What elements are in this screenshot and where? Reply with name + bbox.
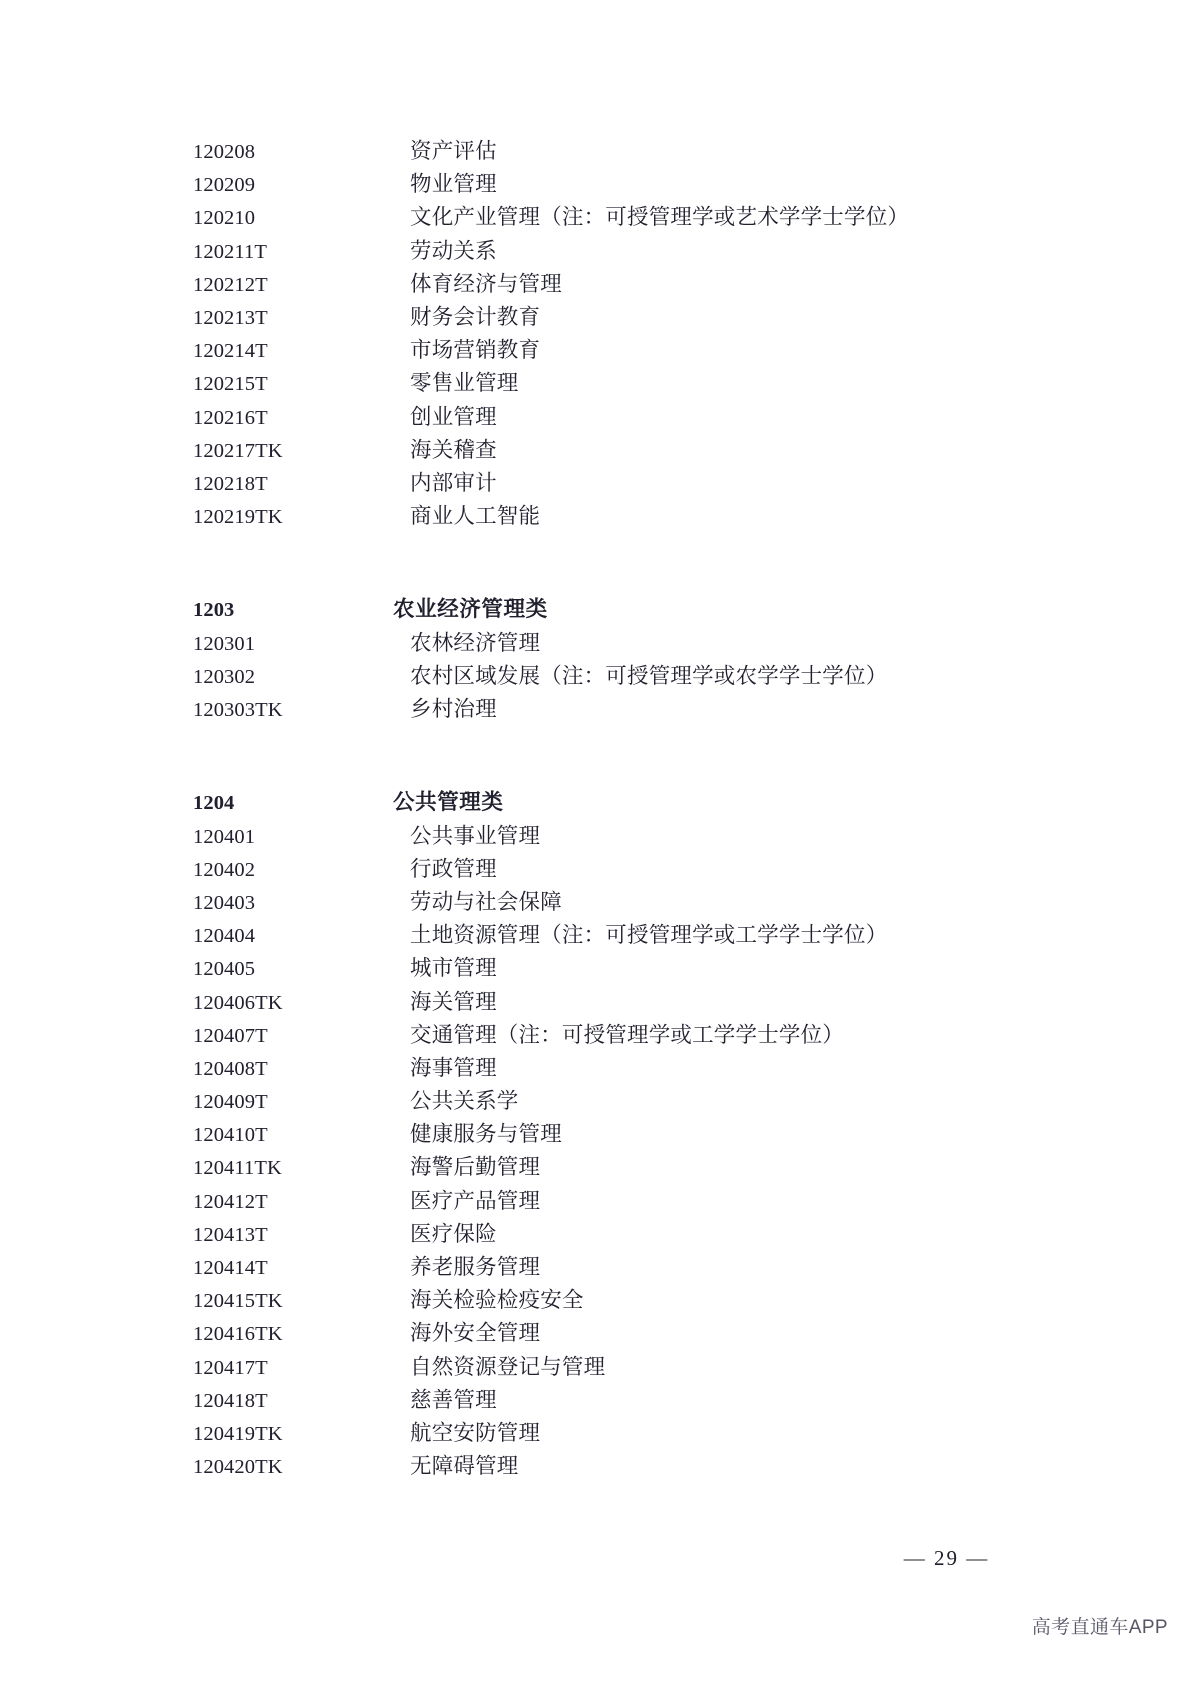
major-name: 养老服务管理 xyxy=(410,1255,541,1279)
section-gap xyxy=(193,565,1023,592)
major-row xyxy=(193,200,1023,233)
major-name: 资产评估 xyxy=(410,139,497,163)
major-row xyxy=(193,819,1023,852)
major-code: 120212T xyxy=(193,273,268,296)
major-name: 医疗保险 xyxy=(410,1221,497,1246)
major-row xyxy=(193,1250,1023,1283)
major-name: 物业管理 xyxy=(410,172,497,197)
major-name: 医疗产品管理 xyxy=(410,1188,541,1213)
major-code: 120217TK xyxy=(193,439,283,462)
major-name: 慈善管理 xyxy=(410,1387,497,1412)
major-row xyxy=(193,1184,1023,1217)
category-name: 公共管理类 xyxy=(393,790,504,815)
major-row xyxy=(193,333,1023,366)
major-name: 城市管理 xyxy=(410,956,497,981)
major-name: 乡村治理 xyxy=(410,697,497,721)
section-gap xyxy=(193,725,1023,758)
major-name: 海事管理 xyxy=(410,1055,497,1080)
major-code: 120413T xyxy=(193,1223,268,1246)
major-row xyxy=(193,400,1023,433)
major-name: 创业管理 xyxy=(410,404,497,429)
major-code: 120411TK xyxy=(193,1157,282,1180)
major-code: 120210 xyxy=(193,207,256,230)
major-name: 健康服务与管理 xyxy=(410,1122,562,1147)
major-name: 航空安防管理 xyxy=(410,1420,541,1445)
major-row xyxy=(193,1316,1023,1349)
major-code: 120219TK xyxy=(193,506,283,529)
major-name: 自然资源登记与管理 xyxy=(410,1354,606,1379)
major-row xyxy=(193,1416,1023,1449)
major-row xyxy=(193,918,1023,951)
major-name: 海外安全管理 xyxy=(410,1321,541,1346)
category-header-row xyxy=(193,785,1023,818)
major-name: 行政管理 xyxy=(410,856,497,881)
major-code: 120214T xyxy=(193,340,268,363)
major-row xyxy=(193,466,1023,499)
major-row xyxy=(193,1150,1023,1183)
major-code: 120218T xyxy=(193,472,268,495)
category-name: 农业经济管理类 xyxy=(393,597,548,622)
major-row xyxy=(193,366,1023,399)
major-name: 农村区域发展（注：可授管理学或农学学士学位） xyxy=(410,663,888,688)
major-code: 120401 xyxy=(193,825,256,848)
major-name: 财务会计教育 xyxy=(410,304,541,329)
major-code: 120419TK xyxy=(193,1422,283,1445)
major-code: 120302 xyxy=(193,665,256,688)
major-name: 零售业管理 xyxy=(410,371,519,396)
major-code: 120215T xyxy=(193,373,268,396)
major-name: 海关管理 xyxy=(410,989,497,1014)
major-row xyxy=(193,1217,1023,1250)
major-code: 120402 xyxy=(193,858,256,881)
major-name: 海警后勤管理 xyxy=(410,1155,541,1180)
page-footer xyxy=(0,1546,1190,1571)
major-code: 120414T xyxy=(193,1257,268,1279)
major-code: 120412T xyxy=(193,1190,268,1213)
major-row xyxy=(193,300,1023,333)
major-code: 120403 xyxy=(193,891,256,914)
major-name: 无障碍管理 xyxy=(410,1454,519,1479)
major-name: 土地资源管理（注：可授管理学或工学学士学位） xyxy=(410,923,888,948)
major-row xyxy=(193,1084,1023,1117)
major-code: 120211T xyxy=(193,240,267,263)
major-code: 120416TK xyxy=(193,1323,283,1346)
major-code: 120407T xyxy=(193,1024,268,1047)
major-code: 120213T xyxy=(193,306,268,329)
major-name: 内部审计 xyxy=(410,470,497,495)
major-name: 交通管理（注：可授管理学或工学学士学位） xyxy=(410,1022,845,1047)
major-row xyxy=(193,134,1023,167)
major-name: 劳动关系 xyxy=(410,238,497,263)
major-name: 农林经济管理 xyxy=(410,630,541,655)
major-code: 120408T xyxy=(193,1057,268,1080)
major-code: 120404 xyxy=(193,925,256,948)
major-name: 公共事业管理 xyxy=(410,823,541,848)
major-name: 文化产业管理（注：可授管理学或艺术学学士学位） xyxy=(410,205,910,230)
major-row xyxy=(193,1283,1023,1316)
major-code: 120405 xyxy=(193,958,256,981)
category-code: 1203 xyxy=(193,599,235,622)
section-gap xyxy=(193,532,1023,565)
major-row xyxy=(193,1449,1023,1482)
major-code: 120418T xyxy=(193,1389,268,1412)
major-name: 劳动与社会保障 xyxy=(410,889,562,914)
app-watermark: 高考直通车APP xyxy=(1031,1617,1168,1638)
major-catalog-list xyxy=(193,134,1023,1482)
major-name: 商业人工智能 xyxy=(410,504,541,529)
major-row xyxy=(193,1051,1023,1084)
major-name: 公共关系学 xyxy=(410,1089,519,1114)
major-name: 海关检验检疫安全 xyxy=(410,1288,584,1313)
major-row xyxy=(193,167,1023,200)
major-row xyxy=(193,985,1023,1018)
major-name: 市场营销教育 xyxy=(410,338,541,363)
major-row xyxy=(193,852,1023,885)
section-gap xyxy=(193,758,1023,785)
major-row xyxy=(193,433,1023,466)
major-code: 120406TK xyxy=(193,991,283,1014)
page-number-label: — 29 — xyxy=(903,1546,990,1570)
major-code: 120303TK xyxy=(193,699,283,721)
major-code: 120415TK xyxy=(193,1290,283,1313)
major-row xyxy=(193,885,1023,918)
major-code: 120209 xyxy=(193,174,256,197)
major-row xyxy=(193,499,1023,532)
major-row xyxy=(193,659,1023,692)
major-code: 120301 xyxy=(193,632,256,655)
major-row xyxy=(193,1117,1023,1150)
major-name: 海关稽查 xyxy=(410,437,497,462)
major-row xyxy=(193,267,1023,300)
major-row xyxy=(193,1018,1023,1051)
major-code: 120410T xyxy=(193,1124,268,1147)
major-code: 120420TK xyxy=(193,1456,283,1479)
major-row xyxy=(193,1383,1023,1416)
major-code: 120208 xyxy=(193,141,256,163)
major-code: 120417T xyxy=(193,1356,268,1379)
major-row xyxy=(193,234,1023,267)
major-code: 120409T xyxy=(193,1091,268,1114)
major-row xyxy=(193,692,1023,725)
category-header-row xyxy=(193,592,1023,625)
major-row xyxy=(193,626,1023,659)
major-name: 体育经济与管理 xyxy=(410,271,562,296)
major-row xyxy=(193,1350,1023,1383)
category-code: 1204 xyxy=(193,792,235,815)
major-code: 120216T xyxy=(193,406,268,429)
major-row xyxy=(193,951,1023,984)
